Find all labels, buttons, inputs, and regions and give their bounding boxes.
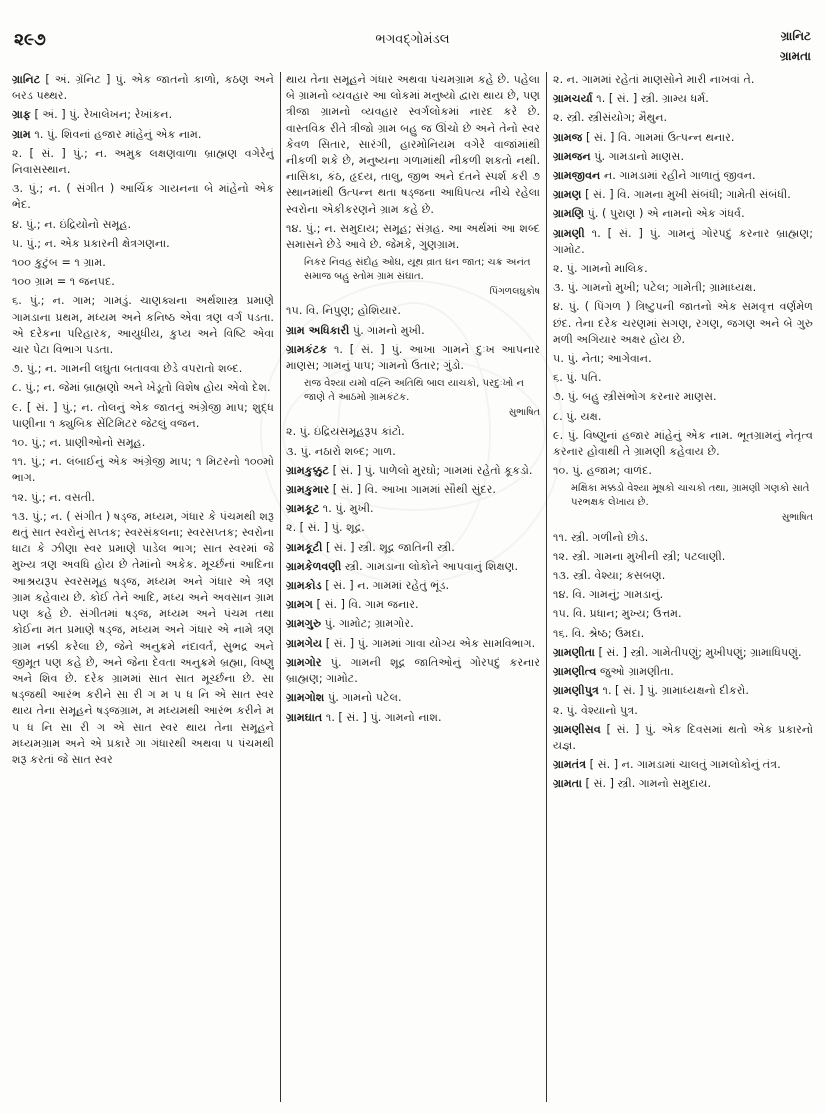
entry-sense <box>553 568 813 584</box>
quotation-verse <box>553 482 813 510</box>
dictionary-entry <box>286 578 540 594</box>
entry-text: ૧. [ સં. ] પું. ગ્રામાધ્યક્ષનો દીકરો. <box>598 684 749 698</box>
entry-text: થાય તેના સમૂહને ગંધાર અથવા પંચમગ્રામ કહે છે. પહેલા બે ગ્રામનો વ્યવહાર આ લોકમાં મનુષ્યો દ્વારા થાય છે, પણ ત્રીજા ગ્રામનો વ્યવહાર સ્વર્ગલોકમાં નારદ કરે છે. વાસ્તવિક રીતે ત્રીજો ગ્રામ બહુ જ ઊંચો છે અને તેનો સ્વર કેવળ સિતાર, સારંગી, હારમોનિયમ વગેરે વાજાંમાંથી નીકળી શકે છે, મનુષ્યના ગળામાંથી નીકળી શકતો નથી. નાસિકા, કંઠ, હૃદય, તાલુ, જીભ અને દંતને સ્પર્શ કરી ૭ સ્થાનમાંથી ઉત્પન્ન થતા ષડ્જના આધિપત્ય નીચે રહેલા સ્વરોના એકીકરણને ગ્રામ કહે છે. <box>286 73 540 216</box>
entry-headword: ગ્રામણીત્વ <box>553 665 597 679</box>
column-divider <box>280 72 281 1102</box>
entry-text: ૧૨. પું.; ન. વસતી. <box>12 490 95 504</box>
dictionary-entry <box>553 645 813 661</box>
entry-text: ૮. પું. યક્ષ. <box>553 409 602 423</box>
column-left <box>12 72 274 1102</box>
entry-text: ૩. પું. ગામનો મુખી; પટેલ; ગામેતી; ગ્રામાધ્યક્ષ. <box>553 281 757 295</box>
dictionary-entry <box>286 597 540 613</box>
entry-text: ૧૩. સ્ત્રી. વેશ્યા; કસબણ. <box>553 569 666 583</box>
entry-sense <box>286 221 540 253</box>
entry-headword: ગ્રામગેય <box>286 636 323 650</box>
entry-sense <box>12 361 274 377</box>
entry-sense <box>12 236 274 252</box>
entry-headword: ગ્રામતંત્ર <box>553 758 587 772</box>
entry-headword: ગ્રાફ <box>12 108 31 122</box>
column-middle <box>286 72 540 1102</box>
quotation-verse <box>286 377 540 405</box>
entry-headword: ગ્રામજન <box>553 149 591 163</box>
entry-sense <box>553 530 813 546</box>
entry-text: પું. ગામડાનો માણસ. <box>590 149 685 163</box>
entry-sense <box>12 454 274 486</box>
entry-text: ૧૦. પું. હજામ; વાળંદ. <box>553 464 652 478</box>
dictionary-entry <box>286 655 540 687</box>
entry-text: ૬. પું. પતિ. <box>553 371 602 385</box>
entry-text: ૧૪. પું.; ન. સમુદાય; સમૂહ; સંગ્રહ. આ અર્થમાં આ શબ્દ સમાસને છેડે આવે છે. જેમકે, ગુણગ્રામ. <box>286 221 540 252</box>
entry-text: ૧૧. સ્ત્રી. ગળીનો છોડ. <box>553 530 649 544</box>
entry-text: ૧૫. વિ. નિપુણ; હોશિયાર. <box>286 304 401 318</box>
entry-sense <box>12 181 274 213</box>
entry-text: ૧. [ સં. ] પું. આખા ગામને દુઃખ આપનાર માણસ; ગામનું પાપ; ગામનો ઉતાર; ગુંડો. <box>286 342 540 373</box>
entry-text: ૨. પું. ઇંદ્રિયસમૂહરૂપ કાંટો. <box>286 425 405 439</box>
entry-text: ૧૬. વિ. શ્રેષ્ઠ; ઉમદા. <box>553 626 645 640</box>
entry-text: ૧૫. વિ. પ્રધાન; મુખ્ય; ઉત્તમ. <box>553 607 682 621</box>
entry-sense <box>553 299 813 348</box>
dictionary-entry <box>553 130 813 146</box>
entry-sense <box>553 587 813 603</box>
entry-sense <box>553 606 813 622</box>
entry-text: સ્ત્રી. ગામડાના લોકોને આપવાનું શિક્ષણ. <box>341 559 519 573</box>
dictionary-entry <box>553 149 813 165</box>
entry-headword: ગ્રામગુરુ <box>286 617 322 631</box>
entry-text: પું. ગામોટ; ગ્રામગોર. <box>321 617 414 631</box>
entry-sense <box>286 444 540 460</box>
entry-text: [ સં. ] પું. ગામમાં ગાવા યોગ્ય એક સામવિભાગ. <box>322 636 536 650</box>
entry-text: ૮. પું.; ન. જેમાં બ્રાહ્મણો અને ખેડૂતો વિશેષ હોય એવો દેશ. <box>12 381 271 395</box>
entry-sense <box>553 409 813 425</box>
dictionary-entry <box>286 710 540 726</box>
entry-text: [ સં. ] પું. એક દિવસમાં થતો એક પ્રકારનો યજ્ઞ. <box>553 722 813 752</box>
entry-sense <box>553 703 813 719</box>
entry-text: ૧૪. વિ. ગામનું; ગામડાનું. <box>553 588 664 602</box>
entry-text: ૨. પું. વેશ્યાનો પુત્ર. <box>553 703 638 717</box>
dictionary-entry <box>553 722 813 754</box>
entry-text: ૬. પું.; ન. ગામ; ગામડું. ચાણક્યના અર્થશાસ્ત્ર પ્રમાણે ગામડાના પ્રથમ, મધ્યમ અને કનિષ્ઠ એવા ત્રણ વર્ગ પડતા. એ દરેકના પરિહારક, આયુધીય, કુપ્ય અને વિષ્ટિ એવા ચાર પેટા વિભાગ પડતા. <box>12 294 274 357</box>
entry-text: ૨. સ્ત્રી. સ્ત્રીસંયોગ; મૈથુન. <box>553 111 668 125</box>
dictionary-entry <box>286 616 540 632</box>
entry-headword: ગ્રામગોશ <box>286 691 325 705</box>
entry-sense <box>553 261 813 277</box>
dictionary-entry <box>553 187 813 203</box>
entry-sense <box>286 520 540 536</box>
entry-sense <box>12 380 274 396</box>
entry-text: ૪. પું.; ન. ઇંદ્રિયોનો સમૂહ. <box>12 217 132 231</box>
entry-headword: ગ્રામ <box>12 127 31 141</box>
entry-text: [ સં. ] પું. પાળેલો મુરઘો; ગામમાં રહેતો કૂકડો. <box>329 463 533 477</box>
entry-text: પું. ગામનો મુખી. <box>349 323 425 337</box>
dictionary-entry <box>286 690 540 706</box>
dictionary-entry <box>12 107 274 123</box>
entry-headword: ગ્રામકુક્કુટ <box>286 463 330 477</box>
entry-text: ૧. [ સં. ] પું. ગામનો નાશ. <box>322 710 442 724</box>
entry-sense <box>12 146 274 178</box>
entry-sense <box>12 400 274 432</box>
entry-text: ૩. પું.; ન. ( સંગીત ) આર્ચિક ગાયનના બે માંહેનો એક ભેદ. <box>12 182 274 212</box>
entry-sense <box>286 424 540 440</box>
guide-words <box>780 26 811 66</box>
entry-text: [ અં. ગ્રૅનિટ ] પું. એક જાતનો કાળો, કઠણ અને બરડ પથ્થર. <box>12 73 274 103</box>
entry-sense <box>553 626 813 642</box>
entry-text: ૯. પું. વિષ્ણુનાં હજાર માંહેનું એક નામ. ભૂતગ્રામનું નેતૃત્વ કરનાર હોવાથી તે ગ્રામણી કહેવાય છે. <box>553 428 813 459</box>
dictionary-entry <box>286 463 540 479</box>
entry-text: મક્ષિકા મક્કડો વેશ્યા મૂષકો ચાચકો તથા, ગ્રામણી ગણકો સાતે પરભક્ષક લેખાય છે. <box>571 483 810 509</box>
entry-headword: ગ્રામકંટક <box>286 342 328 356</box>
dictionary-entry <box>12 72 274 104</box>
entry-text: ૨. [ સં. ] પું. શૂદ્ર. <box>286 521 365 535</box>
entry-text: [ સં. ] સ્ત્રી. શૂદ્ર જાતિની સ્ત્રી. <box>322 540 455 554</box>
entry-sense <box>553 389 813 405</box>
entry-sense <box>12 490 274 506</box>
entry-headword: ગ્રામણિ <box>553 207 585 221</box>
entry-headword: ગ્રામણીપુત્ર <box>553 684 599 698</box>
entry-text: નિકર નિવહ સંદોહ ઓઘ, યૂથ વ્રાત ઘન જાત; ચક્ર અનંત સમાજ બહુ સ્તોમ ગ્રામ સંઘાત. <box>304 257 531 283</box>
dictionary-entry <box>553 91 813 107</box>
entry-headword: ગ્રામકૂટી <box>286 540 323 554</box>
dictionary-entry <box>553 683 813 699</box>
entry-headword: ગ્રામતા <box>553 777 582 791</box>
entry-headword: ગ્રામણ <box>553 188 582 202</box>
entry-sense <box>553 351 813 367</box>
entry-text: ૧. પું. મુખી. <box>319 502 374 516</box>
entry-text: પું. ગામની શૂદ્ર જાતિઓનું ગોરપદું કરનાર બ્રાહ્મણ; ગામોટ. <box>286 655 540 686</box>
entry-text: ૧. પું. શિવનાં હજાર માંહેનું એક નામ. <box>30 127 202 141</box>
entry-sense <box>12 217 274 233</box>
entry-sense <box>553 370 813 386</box>
entry-text: [ સં. ] વિ. ગામમાં ઉત્પન્ન થનાર. <box>582 130 735 144</box>
dictionary-entry <box>286 540 540 556</box>
entry-sense <box>12 509 274 768</box>
dictionary-entry <box>286 342 540 374</box>
entry-headword: ગ્રાનિટ <box>12 73 41 86</box>
entry-text: [ અં. ] પું. રેખાલેખન; રેખાંકન. <box>30 108 173 122</box>
dictionary-entry <box>553 664 813 680</box>
entry-headword: ગ્રામકૂટ <box>286 502 320 516</box>
entry-text: ૧૧. પું.; ન. લંબાઈનું એક અંગ્રેજી માપ; ૧ મિટરનો ૧૦૦મો ભાગ. <box>12 455 274 485</box>
entry-text: [ સં. ] વિ. ગામ જનાર. <box>312 598 419 612</box>
book-title: ભગવદ્ગોમંડલ <box>375 32 450 47</box>
entry-text: ૪. પું. ( પિંગળ ) ત્રિષ્ટુપની જાતનો એક સમવૃત્ત વર્ણમેળ છંદ. તેના દરેક ચરણમાં સગણ, રગણ, જગણ અને બે ગુરુ મળી અગિયાર અક્ષર હોય છે. <box>553 300 813 346</box>
entry-text: સુભાષિત <box>781 512 813 524</box>
guide-word-first: ગ્રાનિટ <box>780 29 811 43</box>
entry-text: ૯. [ સં. ] પું.; ન. તોલનું એક જાતનું અંગ્રેજી માપ; શુદ્ધ પાણીના ૧ ક્યુબિક સેંટિમિટર જેટલું વજન. <box>12 400 274 430</box>
dictionary-entry <box>12 127 274 143</box>
entry-text: [ સં. ] ન. ગામડામાં ચાલતું ગામલોકોનું તંત્ર. <box>586 758 781 772</box>
dictionary-entry <box>286 501 540 517</box>
quotation-verse <box>286 256 540 284</box>
dictionary-entry <box>286 323 540 339</box>
entry-headword: ગ્રામ અધિકારી <box>286 323 350 337</box>
column-divider <box>546 72 547 1102</box>
dictionary-entry <box>553 226 813 258</box>
entry-text: ન. ગામડામાં રહીને ગાળાતું જીવન. <box>600 169 756 183</box>
entry-text: ૫. પું. નેતા; આગેવાન. <box>553 352 652 366</box>
entry-sense <box>286 72 540 218</box>
entry-headword: ગ્રામઘાત <box>286 710 323 724</box>
entry-text: પું. ( પુરાણ ) એ નામનો એક ગંધર્વ. <box>584 207 745 221</box>
entry-headword: ગ્રામણી <box>553 226 585 240</box>
entry-text: [ સં. ] વિ. આખા ગામમાં સૌથી સુંદર. <box>329 483 496 497</box>
quotation-source <box>286 284 540 300</box>
dictionary-entry <box>286 559 540 575</box>
entry-sense <box>553 463 813 479</box>
entry-headword: ગ્રામજીવન <box>553 169 601 183</box>
entry-text: ૨. ન. ગામમાં રહેતાં માણસોને મારી નાખવાં તે. <box>553 73 755 86</box>
entry-headword: ગ્રામકેળવણી <box>286 559 342 573</box>
entry-headword: ગ્રામચર્યા <box>553 92 593 106</box>
entry-sense <box>553 72 813 88</box>
entry-text: પિંગળલઘુકોષ <box>489 286 540 298</box>
entry-sense <box>553 280 813 296</box>
entry-text: ૨. પું. ગામનો માલિક. <box>553 262 648 276</box>
entry-headword: ગ્રામણીતા <box>553 645 595 659</box>
dictionary-entry <box>553 757 813 773</box>
entry-headword: ગ્રામકોડ <box>286 579 322 593</box>
entry-text: સુભાષિત <box>508 407 540 419</box>
entry-text: ૧૩. પું.; ન. ( સંગીત ) ષડ્જ, મધ્યમ, ગંધાર કે પંચમથી શરૂ થતું સાત સ્વરોનું સપ્તક; સ્વરસંકલના; સ્વરસપ્તક; સ્વરોના ધાટા કે ઝીણા સ્વર પ્રમાણે પાડેલ ભાગ; સાત સ્વરમાં જે મુખ્ય ત્રણ અવધિ હોય છે તેમાંનો અકેક. મૂર્ચ્છનાં આદિના આશ્રયરૂપ સ્વરસમૂહ ષડ્જ, મધ્યમ અને ગંધાર એ ત્રણ ગ્રામ કહેવાય છે. કોઈ તેને આદિ, મધ્ય અને અવસાન ગ્રામ પણ કહે છે. સંગીતમાં ષડ્જ, મધ્યમ અને પંચમ તથા કોઈના મત પ્રમાણે ષડ્જ, મધ્યમ અને ગંધાર એ નામે ત્રણ ગ્રામ નક્કી કરેલા છે, જેને અનુક્રમે નંદાવર્ત, સુભદ્ર અને જીમૂત પણ કહે છે, અને જેના દેવતા અનુક્રમે બ્રહ્મા, વિષ્ણુ અને શિવ છે. દરેક ગ્રામમાં સાત સાત મૂર્ચ્છના છે. સા ષડ્જથી આરંભ કરીને સા રી ગ મ પ ધ નિ એ સાત સ્વર થાય તેના સમૂહને ષડ્જગ્રામ, મ મધ્યમથી આરંભ કરીને મ પ ધ નિ સા રી ગ એ સાત સ્વર થાય તેના સમૂહને મધ્યમગ્રામ અને એ પ્રકારે ગા ગંધારથી અથવા પ પંચમથી શરૂ કરતાં જે સાત સ્વર <box>12 509 274 766</box>
entry-text: ૨. [ સં. ] પું.; ન. અમુક લક્ષણવાળા બ્રાહ્મણ વગેરેનું નિવાસસ્થાન. <box>12 146 274 177</box>
entry-text: રાજ વેશ્યા યમો વહ્નિ અતિથિ બાલ યાચકો, પરદુઃખો ન જાણે તે આઠમો ગ્રામકંટક. <box>304 378 524 404</box>
entry-text: ૭. પું.; ન. ગામની લઘુતા બતાવવા છેડે વપરાતો શબ્દ. <box>12 362 243 376</box>
entry-text: [ સં. ] સ્ત્રી. ગામનો સમુદાય. <box>581 777 712 791</box>
page-header <box>14 26 811 66</box>
entry-headword: ગ્રામજ <box>553 130 583 144</box>
entry-sense <box>286 303 540 319</box>
entry-text: ૧. [ સં. ] પું. ગામનું ગોરપદું કરનાર બ્રાહ્મણ; ગામોટ. <box>553 226 813 256</box>
entry-sense <box>553 549 813 565</box>
entry-sense <box>553 110 813 126</box>
entry-text: જુઓ ગ્રામણીતા. <box>596 665 674 679</box>
entry-text: ૭. પું. બહુ સ્ત્રીસંભોગ કરનાર માણસ. <box>553 390 717 404</box>
entry-text: ૧૦૦ ગ્રામ = ૧ જનપદ. <box>12 275 115 289</box>
entry-text: ૧૨. સ્ત્રી. ગામના મુખીની સ્ત્રી; પટલાણી. <box>553 549 726 563</box>
entry-headword: ગ્રામણીસવ <box>553 722 601 736</box>
entry-text: ૩. પું. નઠારો શબ્દ; ગાળ. <box>286 444 396 458</box>
entry-sense <box>12 274 274 290</box>
dictionary-entry <box>553 168 813 184</box>
entry-text: ૧. [ સં. ] સ્ત્રી. ગ્રામ્ય ધર્મ. <box>592 92 709 106</box>
dictionary-entry <box>553 776 813 792</box>
entry-headword: ગ્રામગોર <box>286 655 322 669</box>
entry-sense <box>12 293 274 358</box>
entry-text: ૫. પું.; ન. એક પ્રકારની ક્ષેત્રગણના. <box>12 236 170 250</box>
column-right <box>553 72 813 1102</box>
entry-sense <box>12 255 274 271</box>
entry-text: પું. ગામનો પટેલ. <box>324 691 402 705</box>
quotation-source <box>553 510 813 526</box>
dictionary-entry <box>553 206 813 222</box>
entry-sense <box>12 435 274 451</box>
entry-text: [ સં. ] વિ. ગામના મુખી સંબંધી; ગામેતી સંબંધી. <box>581 188 791 202</box>
dictionary-entry <box>286 636 540 652</box>
entry-headword: ગ્રામગ <box>286 598 313 612</box>
entry-sense <box>553 428 813 460</box>
guide-word-last: ગ્રામતા <box>779 49 811 63</box>
entry-text: ૧૦. પું.; ન. પ્રાણીઓનો સમૂહ. <box>12 436 146 450</box>
entry-text: [ સં. ] ન. ગામમાં રહેતું ભૂંડ. <box>321 579 450 593</box>
entry-text: ૧૦૦ કુટુંબ = ૧ ગ્રામ. <box>12 256 106 270</box>
entry-headword: ગ્રામકુમાર <box>286 483 330 497</box>
quotation-source <box>286 405 540 421</box>
entry-text: [ સં. ] સ્ત્રી. ગામેતીપણું; મુખીપણું; ગ્રામાધિપણું. <box>594 645 802 659</box>
dictionary-entry <box>286 482 540 498</box>
page-number: ૨૯૭ <box>14 30 46 50</box>
